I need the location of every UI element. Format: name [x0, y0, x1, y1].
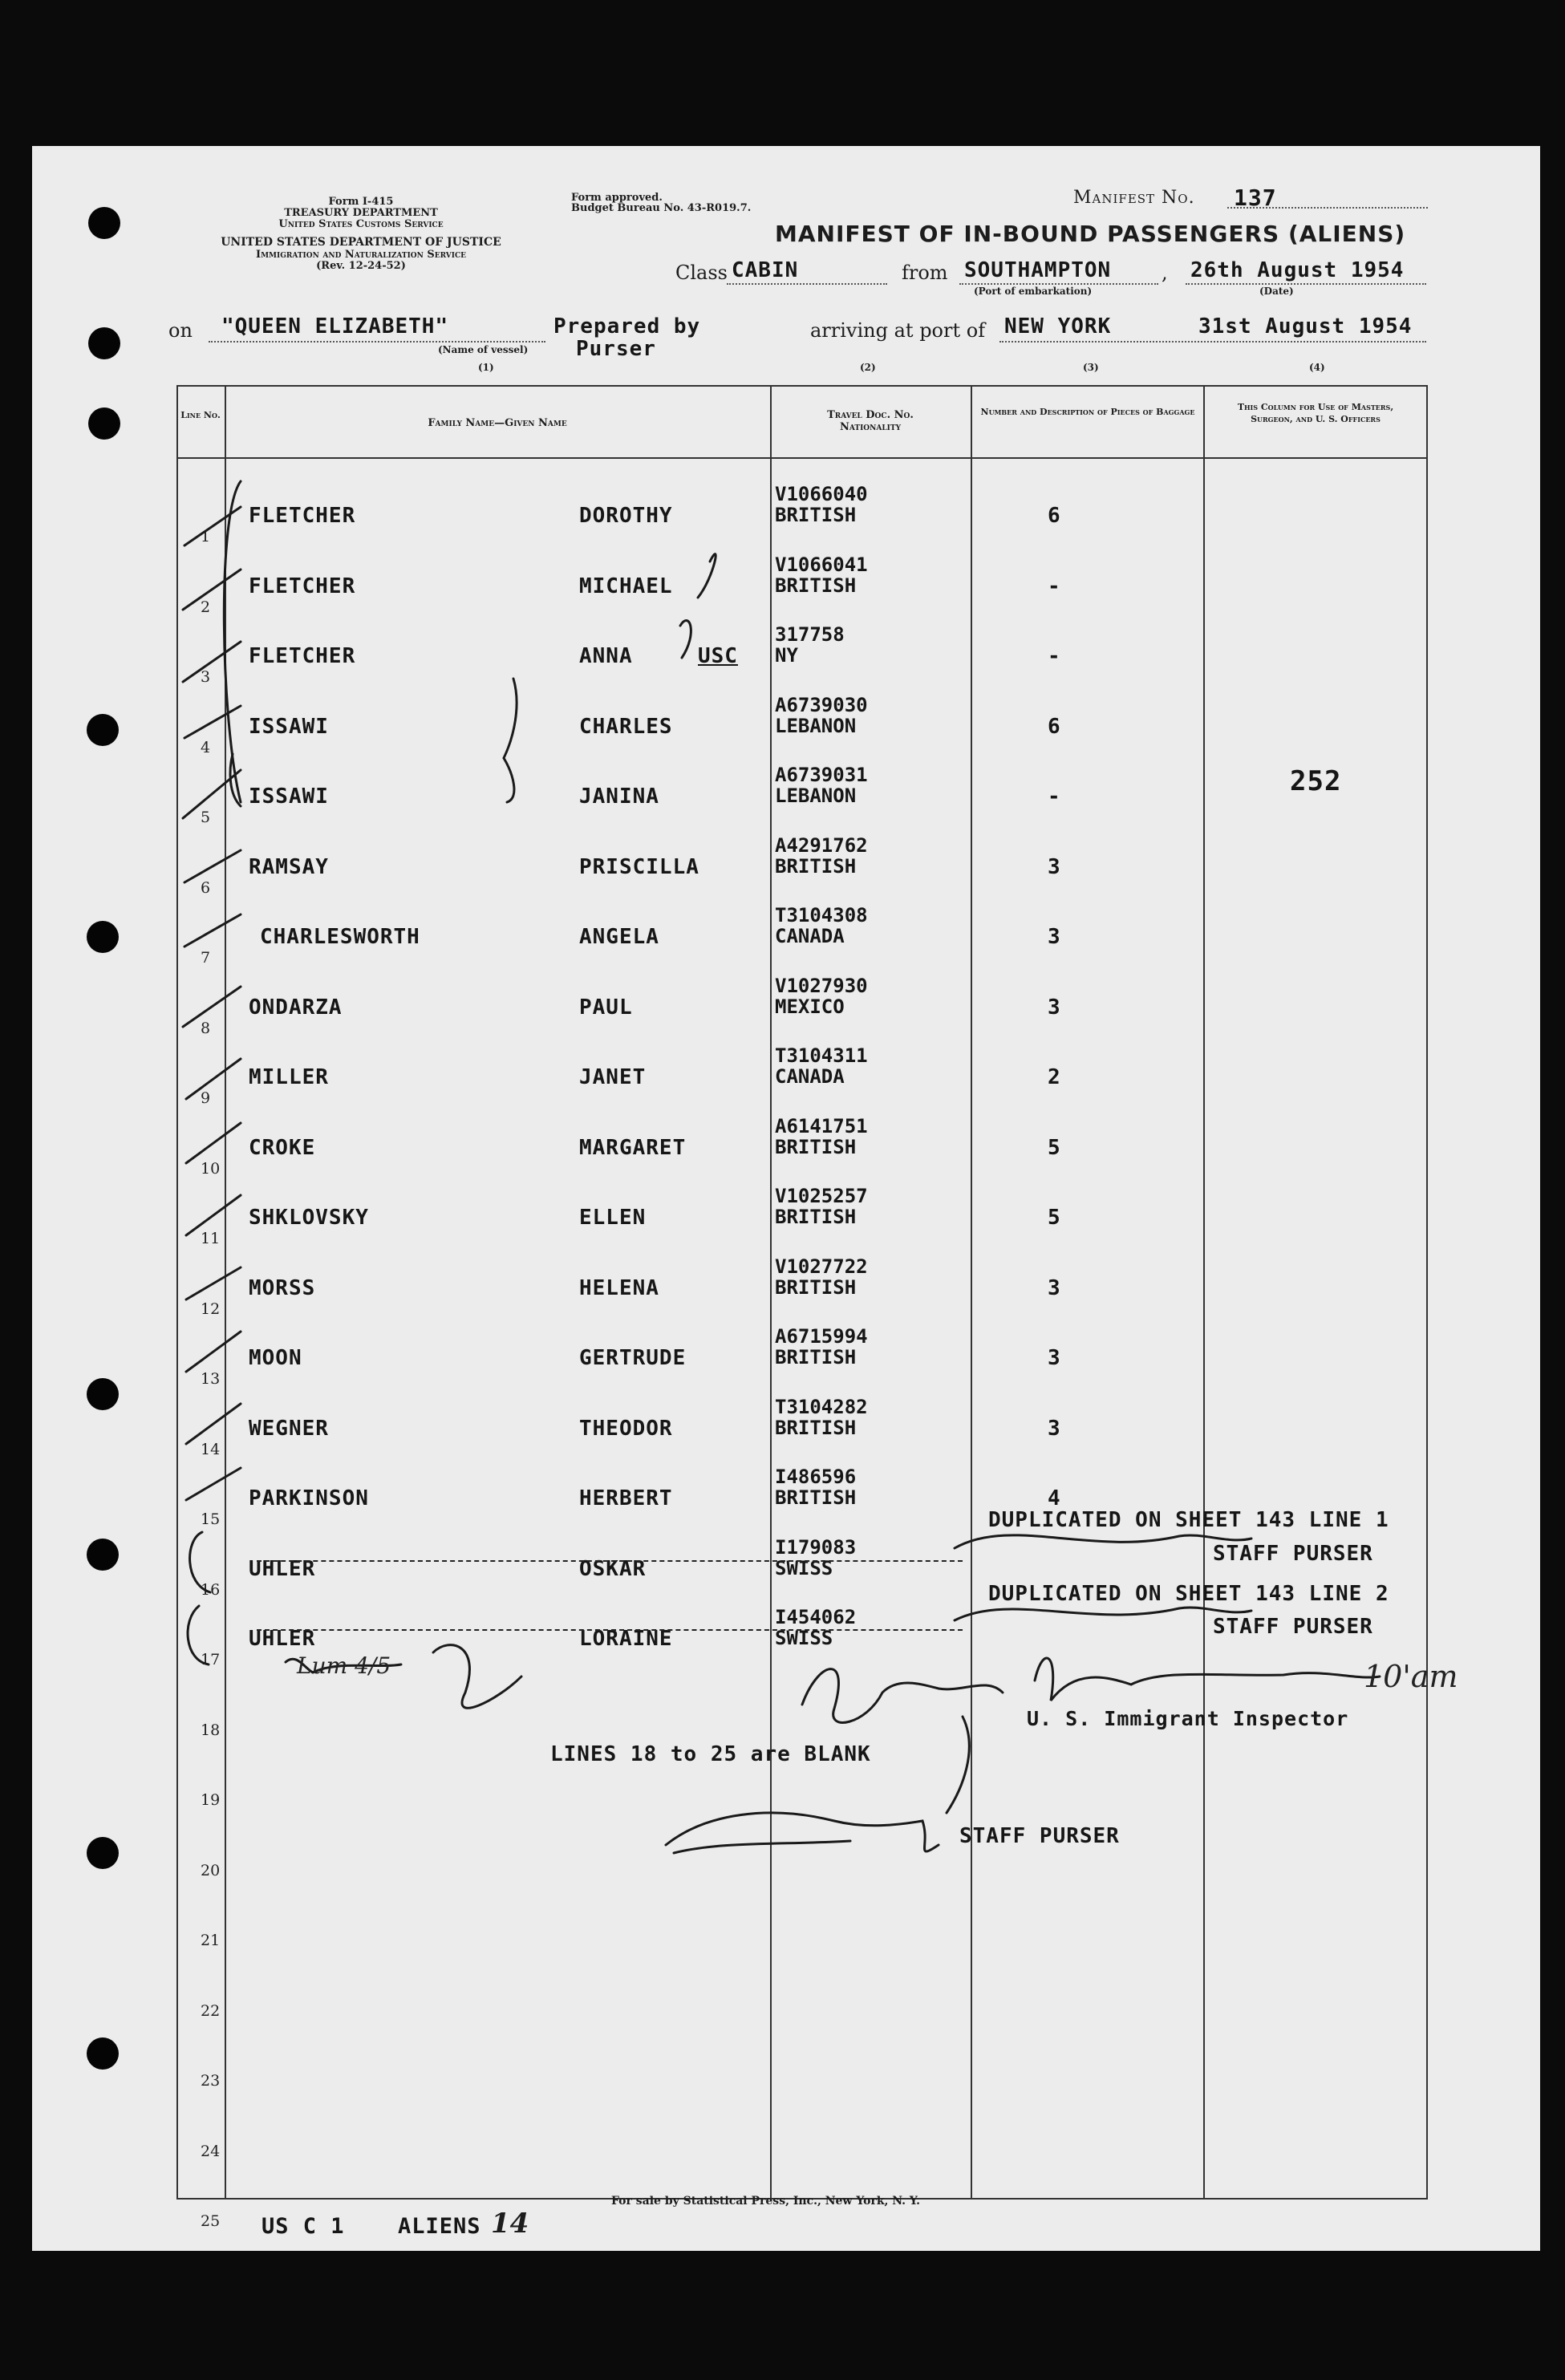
col-num-4: (4) [1309, 362, 1325, 373]
prepared-by: Prepared by [553, 314, 701, 339]
nationality: CANADA [775, 1065, 845, 1088]
handwritten-note-18: Lum 4/5 [297, 1652, 391, 1679]
line-number: 13 [201, 1370, 221, 1388]
line-number: 17 [201, 1651, 221, 1668]
officer-note: 252 [1290, 765, 1342, 797]
family-name: CHARLESWORTH [260, 925, 420, 949]
manifest-no-value: 137 [1234, 184, 1277, 211]
col-num-1: (1) [478, 362, 494, 373]
line-number: 10 [201, 1160, 221, 1178]
line-number: 7 [201, 949, 211, 967]
baggage-count: 6 [1048, 504, 1061, 528]
nationality: LEBANON [775, 785, 857, 807]
family-name: MORSS [249, 1276, 316, 1300]
nationality: NY [775, 644, 798, 667]
baggage-count: - [1048, 785, 1061, 809]
travel-doc-no: A6141751 [775, 1115, 868, 1137]
given-name: JANINA [579, 785, 659, 809]
travel-doc-no: T3104311 [775, 1044, 868, 1067]
baggage-count: 3 [1048, 995, 1061, 1020]
customs-service: United States Customs Service [278, 218, 444, 230]
header-line-no: Line No. [180, 410, 221, 420]
baggage-count: 5 [1048, 1206, 1061, 1230]
line-number: 11 [201, 1230, 221, 1247]
nationality: BRITISH [775, 574, 857, 597]
line-number: 15 [201, 1510, 221, 1528]
header-baggage: Number and Description of Pieces of Baggage [980, 407, 1195, 417]
baggage-count: 6 [1048, 715, 1061, 739]
col-num-3: (3) [1083, 362, 1099, 373]
inspector-title: U. S. Immigrant Inspector [1027, 1707, 1349, 1730]
line-number: 23 [201, 2072, 221, 2090]
line-number: 1 [201, 528, 211, 545]
class-value: CABIN [732, 258, 799, 282]
baggage-count: 5 [1048, 1136, 1061, 1160]
from-label: from [902, 262, 948, 284]
given-name: ANNA [579, 644, 633, 668]
travel-doc-no: V1066041 [775, 553, 868, 576]
arrival-date: 31st August 1954 [1198, 314, 1413, 339]
family-name: FLETCHER [249, 574, 356, 598]
given-name: OSKAR [579, 1557, 647, 1581]
vessel-name: "QUEEN ELIZABETH" [221, 314, 449, 339]
line-number: 3 [201, 668, 211, 686]
travel-doc-no: A4291762 [775, 834, 868, 857]
form-approved: Form approved. [571, 192, 663, 204]
nationality: BRITISH [775, 855, 857, 878]
nationality: SWISS [775, 1627, 833, 1649]
family-name: WEGNER [249, 1417, 329, 1441]
baggage-count: 4 [1048, 1486, 1061, 1510]
travel-doc-no: 317758 [775, 623, 845, 646]
baggage-count: 2 [1048, 1065, 1061, 1089]
given-name: PRISCILLA [579, 855, 699, 879]
rev-date: (Rev. 12-24-52) [316, 260, 406, 272]
handwritten-time: 10'am [1364, 1659, 1458, 1694]
nationality: MEXICO [775, 995, 845, 1018]
line-number: 21 [201, 1932, 221, 1949]
given-name: DOROTHY [579, 504, 673, 528]
dup-note-17: DUPLICATED ON SHEET 143 LINE 2 [988, 1582, 1389, 1606]
family-name: ISSAWI [249, 715, 329, 739]
form-id: Form I-415 [328, 196, 394, 208]
dup-purser-17: STAFF PURSER [1213, 1615, 1373, 1639]
header-travel-doc: Travel Doc. No. Nationality [827, 409, 914, 433]
from-value: SOUTHAMPTON [964, 258, 1112, 282]
treasury-dept: TREASURY DEPARTMENT [284, 207, 438, 219]
arrival-port: NEW YORK [1004, 314, 1112, 339]
line-number: 4 [201, 739, 211, 756]
line-number: 16 [201, 1581, 221, 1599]
dup-note-16: DUPLICATED ON SHEET 143 LINE 1 [988, 1508, 1389, 1532]
given-name: HERBERT [579, 1486, 673, 1510]
baggage-count: 3 [1048, 1346, 1061, 1370]
travel-doc-no: A6739030 [775, 694, 868, 716]
dup-purser-16: STAFF PURSER [1213, 1542, 1373, 1566]
family-name: UHLER [249, 1557, 316, 1581]
given-name: GERTRUDE [579, 1346, 687, 1370]
line-number: 18 [201, 1721, 221, 1739]
family-name: CROKE [249, 1136, 316, 1160]
footer-aliens-count: 14 [491, 2208, 529, 2240]
given-name: ANGELA [579, 925, 659, 949]
travel-doc-no: T3104282 [775, 1396, 868, 1418]
nationality: BRITISH [775, 1276, 857, 1299]
nationality: LEBANON [775, 715, 857, 737]
depart-date: 26th August 1954 [1190, 258, 1405, 282]
family-name: MOON [249, 1346, 302, 1370]
nationality: BRITISH [775, 1486, 857, 1509]
nationality: BRITISH [775, 1346, 857, 1368]
on-label: on [168, 319, 193, 342]
travel-doc-no: A6739031 [775, 764, 868, 786]
travel-doc-no: A6715994 [775, 1325, 868, 1348]
given-name: CHARLES [579, 715, 673, 739]
header-name: Family Name—Given Name [428, 417, 567, 429]
family-name: FLETCHER [249, 644, 356, 668]
class-label: Class [675, 262, 728, 284]
nationality: CANADA [775, 925, 845, 947]
travel-doc-no: V1027722 [775, 1255, 868, 1278]
travel-doc-no: T3104308 [775, 904, 868, 926]
line-number: 5 [201, 809, 211, 826]
line-number: 20 [201, 1862, 221, 1879]
line-number: 24 [201, 2143, 221, 2160]
given-name: LORAINE [579, 1627, 673, 1651]
comma: , [1162, 262, 1168, 284]
justice-dept: UNITED STATES DEPARTMENT OF JUSTICE [221, 236, 501, 249]
footer-aliens: ALIENS [398, 2214, 481, 2239]
family-name: ISSAWI [249, 785, 329, 809]
family-name: MILLER [249, 1065, 329, 1089]
line-number: 14 [201, 1441, 221, 1458]
baggage-count: 3 [1048, 1276, 1061, 1300]
vessel-caption: (Name of vessel) [438, 344, 529, 355]
given-name: MICHAEL [579, 574, 673, 598]
arriving-label: arriving at port of [810, 319, 986, 342]
line-number: 9 [201, 1089, 211, 1107]
purser: Purser [576, 337, 656, 361]
line-number: 6 [201, 879, 211, 897]
usc-mark: USC [698, 644, 738, 668]
line-number: 8 [201, 1020, 211, 1037]
given-name: MARGARET [579, 1136, 687, 1160]
line-number: 25 [201, 2212, 221, 2230]
nationality: BRITISH [775, 1136, 857, 1158]
staff-purser-sign: STAFF PURSER [959, 1824, 1120, 1848]
nationality: BRITISH [775, 504, 857, 526]
travel-doc-no: I486596 [775, 1466, 857, 1488]
family-name: UHLER [249, 1627, 316, 1651]
family-name: SHKLOVSKY [249, 1206, 369, 1230]
port-embark-caption: (Port of embarkation) [974, 286, 1093, 297]
footer-printer: For sale by Statistical Press, Inc., New York, N. Y. [611, 2195, 920, 2208]
travel-doc-no: I179083 [775, 1536, 857, 1559]
line-number: 19 [201, 1791, 221, 1809]
family-name: ONDARZA [249, 995, 343, 1020]
baggage-count: - [1048, 574, 1061, 598]
blank-lines-note: LINES 18 to 25 are BLANK [550, 1742, 871, 1766]
family-name: FLETCHER [249, 504, 356, 528]
given-name: JANET [579, 1065, 647, 1089]
nationality: BRITISH [775, 1206, 857, 1228]
ins-label: Immigration and Naturalization Service [255, 249, 466, 261]
footer-code: US C 1 [262, 2214, 345, 2239]
given-name: ELLEN [579, 1206, 647, 1230]
given-name: HELENA [579, 1276, 659, 1300]
given-name: PAUL [579, 995, 633, 1020]
baggage-count: 3 [1048, 1417, 1061, 1441]
header-officers: This Column for Use of Masters, Surgeon, and U. S. Officers [1237, 402, 1394, 424]
travel-doc-no: V1025257 [775, 1185, 868, 1207]
family-name: RAMSAY [249, 855, 329, 879]
family-name: PARKINSON [249, 1486, 369, 1510]
line-number: 12 [201, 1300, 221, 1318]
manifest-title: MANIFEST OF IN-BOUND PASSENGERS (ALIENS) [775, 221, 1406, 247]
given-name: THEODOR [579, 1417, 673, 1441]
line-number: 2 [201, 598, 211, 616]
baggage-count: 3 [1048, 925, 1061, 949]
travel-doc-no: I454062 [775, 1606, 857, 1628]
baggage-count: 3 [1048, 855, 1061, 879]
date-caption: (Date) [1259, 286, 1294, 297]
nationality: SWISS [775, 1557, 833, 1579]
budget-bureau: Budget Bureau No. 43-R019.7. [571, 202, 752, 214]
travel-doc-no: V1066040 [775, 483, 868, 505]
col-num-2: (2) [860, 362, 876, 373]
nationality: BRITISH [775, 1417, 857, 1439]
manifest-no-label: Manifest No. [1073, 188, 1195, 208]
line-number: 22 [201, 2002, 221, 2020]
baggage-count: - [1048, 644, 1061, 668]
travel-doc-no: V1027930 [775, 975, 868, 997]
